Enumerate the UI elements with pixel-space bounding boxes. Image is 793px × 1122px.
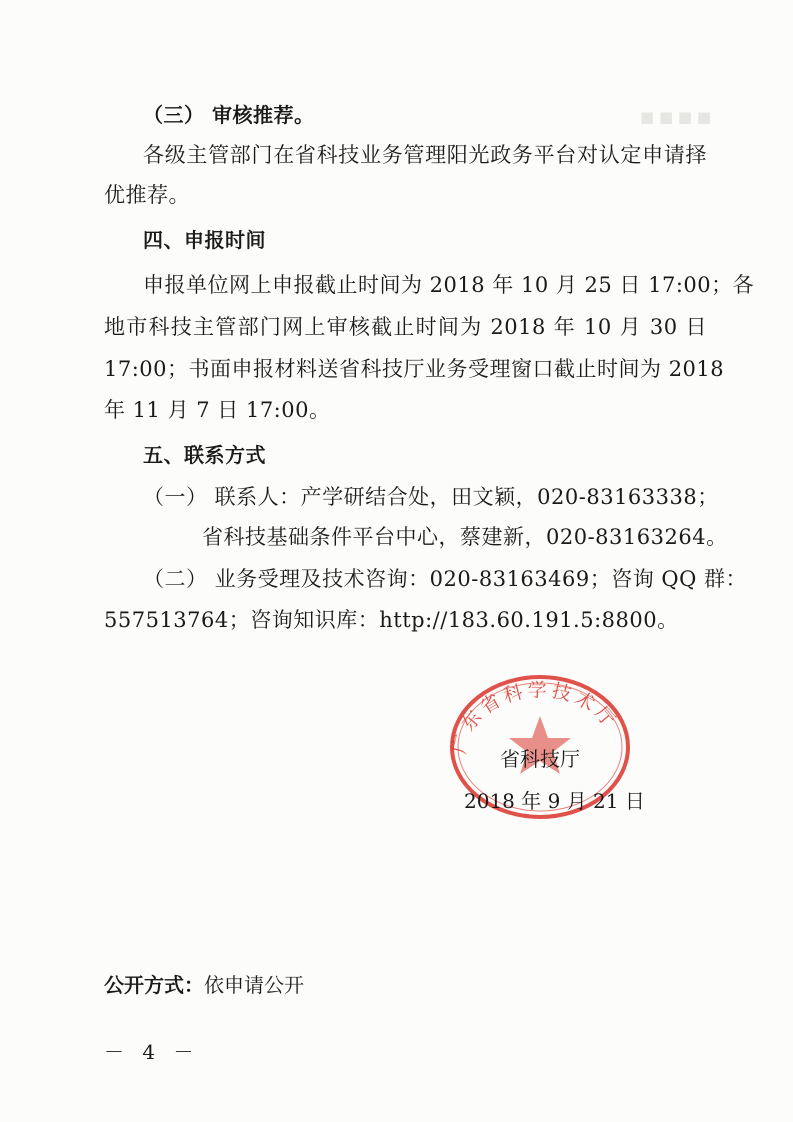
signature-date: 2018 年 9 月 21 日	[464, 789, 645, 813]
deadline-paragraph-line: 17:00；书面申报材料送省科技厅业务受理窗口截止时间为 2018	[104, 357, 725, 381]
disclosure-value: 依申请公开	[204, 973, 304, 997]
page-number: － 4 －	[104, 1040, 200, 1064]
deadline-paragraph-line: 申报单位网上申报截止时间为 2018 年 10 月 25 日 17:00；各	[143, 273, 755, 297]
seal-text: 广东省科学技术厅	[448, 679, 622, 757]
review-paragraph-line: 优推荐。	[104, 183, 190, 207]
contact-heading: 五、联系方式	[143, 443, 266, 467]
contact-line: 557513764；咨询知识库：http://183.60.191.5:8800。	[104, 608, 679, 632]
contact-line: （二） 业务受理及技术咨询：020-83163469；咨询 QQ 群：	[143, 567, 748, 591]
contact-line: （一） 联系人：产学研结合处，田文颖，020-83163338；	[143, 485, 719, 509]
disclosure-line	[104, 970, 304, 1000]
disclosure-label: 公开方式：	[104, 973, 204, 997]
deadline-heading: 四、申报时间	[143, 228, 266, 252]
deadline-paragraph-line: 地市科技主管部门网上审核截止时间为 2018 年 10 月 30 日	[104, 315, 707, 339]
signature-org: 省科技厅	[500, 747, 580, 771]
deadline-paragraph-line: 年 11 月 7 日 17:00。	[104, 398, 331, 422]
review-heading: （三） 审核推荐。	[143, 103, 315, 127]
show-through-text: ■ ■ ■ ■	[640, 108, 711, 126]
review-paragraph-line: 各级主管部门在省科技业务管理阳光政务平台对认定申请择	[143, 143, 707, 167]
contact-line: 省科技基础条件平台中心，蔡建新，020-83163264。	[202, 525, 728, 549]
